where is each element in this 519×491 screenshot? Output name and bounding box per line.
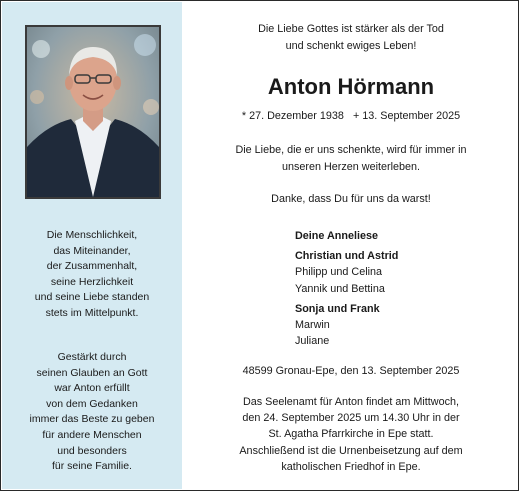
left-line: stets im Mittelpunkt. <box>45 306 139 319</box>
family-member: Juliane <box>295 335 330 348</box>
wife-name: Deine Anneliese <box>295 230 379 242</box>
left-line: für seine Familie. <box>52 460 132 473</box>
thanks-line: Danke, dass Du für uns da warst! <box>271 193 431 205</box>
left-line: und besonders <box>57 444 127 457</box>
place-date: 48599 Gronau-Epe, den 13. September 2025 <box>242 365 460 377</box>
portrait-illustration <box>27 27 159 197</box>
left-line: Gestärkt durch <box>57 351 127 363</box>
left-line: Die Menschlichkeit, <box>46 229 138 241</box>
family-group-head: Christian und Astrid <box>295 250 399 263</box>
left-line: für andere Menschen <box>42 428 142 441</box>
birth-date: * 27. Dezember 1938 <box>241 110 344 122</box>
family-member: Marwin <box>295 319 330 332</box>
family-group-head: Sonja und Frank <box>295 302 380 315</box>
left-line: immer das Beste zu geben <box>29 413 155 426</box>
quote-line: Die Liebe, die er uns schenkte, wird für immer in <box>235 144 467 156</box>
motto-line: und schenkt ewiges Leben! <box>285 39 417 52</box>
left-panel <box>2 2 182 489</box>
portrait-photo <box>25 25 161 199</box>
mass-line: St. Agatha Pfarrkirche in Epe statt. <box>268 428 434 441</box>
left-line: und seine Liebe standen <box>34 291 150 304</box>
funeral-details <box>183 394 519 475</box>
memorial-quote <box>183 142 519 175</box>
mass-line: den 24. September 2025 um 14.30 Uhr in der <box>242 412 460 425</box>
mass-line: katholischen Friedhof in Epe. <box>281 460 421 473</box>
left-text-values <box>2 228 182 322</box>
right-panel <box>183 1 519 490</box>
deceased-name: Anton Hörmann <box>267 74 435 99</box>
left-text-faith <box>2 350 182 475</box>
motto-line: Die Liebe Gottes ist stärker als der Tod <box>258 23 444 35</box>
quote-line: unseren Herzen weiterleben. <box>281 160 421 173</box>
left-line: war Anton erfüllt <box>54 382 130 395</box>
mass-line: Anschließend ist die Urnenbeisetzung auf dem <box>239 444 463 457</box>
left-line: von dem Gedanken <box>46 397 138 410</box>
death-date: + 13. September 2025 <box>352 110 461 122</box>
family-signatures <box>295 228 398 349</box>
family-member: Yannik und Bettina <box>295 282 385 295</box>
family-member: Philipp und Celina <box>295 266 383 279</box>
left-line: der Zusammenhalt, <box>46 260 138 273</box>
left-line: seinen Glauben an Gott <box>36 366 148 379</box>
motto <box>183 21 519 54</box>
left-line: das Miteinander, <box>53 244 131 257</box>
left-line: seine Herzlichkeit <box>50 275 134 288</box>
life-dates <box>183 108 519 124</box>
mass-line: Das Seelenamt für Anton findet am Mittwoch, <box>242 396 460 408</box>
